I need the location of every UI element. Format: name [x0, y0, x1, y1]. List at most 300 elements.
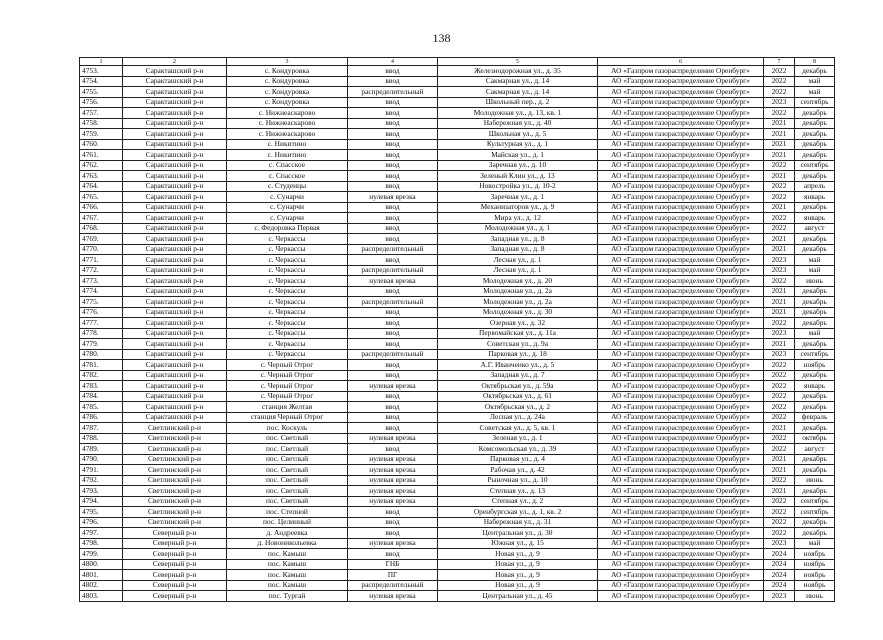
district-cell: Саракташский р-н — [123, 171, 227, 182]
address-cell: Советская ул., д. 9а — [438, 339, 598, 350]
district-cell: Саракташский р-н — [123, 360, 227, 371]
table-row — [80, 528, 835, 539]
month-cell: декабрь — [795, 318, 835, 329]
district-cell: Северный р-н — [123, 580, 227, 591]
district-cell: Саракташский р-н — [123, 160, 227, 171]
work-type-cell: нулевая врезка — [348, 538, 438, 549]
year-cell: 2021 — [764, 244, 795, 255]
work-type-cell: распределительный — [348, 244, 438, 255]
work-type-cell: ПГ — [348, 570, 438, 581]
organization-cell: АО «Газпром газораспределение Оренбург» — [598, 66, 764, 77]
organization-cell: АО «Газпром газораспределение Оренбург» — [598, 87, 764, 98]
year-cell: 2022 — [764, 223, 795, 234]
month-cell: июнь — [795, 276, 835, 287]
address-cell: Сакмарная ул., д. 14 — [438, 87, 598, 98]
month-cell: ноябрь — [795, 360, 835, 371]
row-number-cell: 4764. — [80, 181, 123, 192]
work-type-cell: ввод — [348, 318, 438, 329]
organization-cell: АО «Газпром газораспределение Оренбург» — [598, 549, 764, 560]
month-cell: сентябрь — [795, 496, 835, 507]
settlement-cell: пос. Коскуль — [227, 423, 348, 434]
month-cell: май — [795, 76, 835, 87]
organization-cell: АО «Газпром газораспределение Оренбург» — [598, 486, 764, 497]
address-cell: Комсомольская ул., д. 39 — [438, 444, 598, 455]
settlement-cell: станция Черный Отрог — [227, 412, 348, 423]
year-cell: 2021 — [764, 118, 795, 129]
row-number-cell: 4772. — [80, 265, 123, 276]
work-type-cell: распределительный — [348, 87, 438, 98]
district-cell: Саракташский р-н — [123, 265, 227, 276]
district-cell: Светлинский р-н — [123, 486, 227, 497]
year-cell: 2022 — [764, 360, 795, 371]
row-number-cell: 4770. — [80, 244, 123, 255]
year-cell: 2021 — [764, 423, 795, 434]
address-cell: Набережная ул., д. 40 — [438, 118, 598, 129]
year-cell: 2022 — [764, 66, 795, 77]
settlement-cell: с. Черкассы — [227, 234, 348, 245]
row-number-cell: 4787. — [80, 423, 123, 434]
address-cell: Октябрьская ул., д. 2 — [438, 402, 598, 413]
column-number: 7 — [764, 58, 795, 66]
table-row — [80, 591, 835, 602]
year-cell: 2021 — [764, 297, 795, 308]
settlement-cell: с. Нижнеаскарово — [227, 118, 348, 129]
address-cell: Молодежная ул., д. 1 — [438, 223, 598, 234]
table-row — [80, 349, 835, 360]
settlement-cell: с. Никитино — [227, 150, 348, 161]
table-row — [80, 297, 835, 308]
table-row — [80, 234, 835, 245]
organization-cell: АО «Газпром газораспределение Оренбург» — [598, 297, 764, 308]
settlement-cell: с. Черный Отрог — [227, 381, 348, 392]
district-cell: Саракташский р-н — [123, 381, 227, 392]
settlement-cell: с. Кондуровка — [227, 66, 348, 77]
work-type-cell: нулевая врезка — [348, 486, 438, 497]
settlement-cell: с. Черный Отрог — [227, 360, 348, 371]
table-row — [80, 517, 835, 528]
row-number-cell: 4774. — [80, 286, 123, 297]
district-cell: Северный р-н — [123, 528, 227, 539]
month-cell: май — [795, 255, 835, 266]
district-cell: Саракташский р-н — [123, 307, 227, 318]
year-cell: 2021 — [764, 129, 795, 140]
row-number-cell: 4755. — [80, 87, 123, 98]
organization-cell: АО «Газпром газораспределение Оренбург» — [598, 423, 764, 434]
table-row — [80, 286, 835, 297]
settlement-cell: с. Сунарчи — [227, 202, 348, 213]
address-cell: Новая ул., д. 9 — [438, 570, 598, 581]
table-row — [80, 370, 835, 381]
district-cell: Саракташский р-н — [123, 412, 227, 423]
row-number-cell: 4776. — [80, 307, 123, 318]
year-cell: 2021 — [764, 139, 795, 150]
work-type-cell: ввод — [348, 507, 438, 518]
settlement-cell: с. Нижнеаскарово — [227, 129, 348, 140]
table-row — [80, 433, 835, 444]
row-number-cell: 4753. — [80, 66, 123, 77]
district-cell: Северный р-н — [123, 559, 227, 570]
organization-cell: АО «Газпром газораспределение Оренбург» — [598, 402, 764, 413]
work-type-cell: ввод — [348, 234, 438, 245]
organization-cell: АО «Газпром газораспределение Оренбург» — [598, 223, 764, 234]
address-cell: Октябрьская ул., д. 61 — [438, 391, 598, 402]
settlement-cell: пос. Камыш — [227, 580, 348, 591]
district-cell: Светлинский р-н — [123, 496, 227, 507]
settlement-cell: с. Черкассы — [227, 276, 348, 287]
year-cell: 2021 — [764, 307, 795, 318]
year-cell: 2022 — [764, 528, 795, 539]
row-number-cell: 4761. — [80, 150, 123, 161]
year-cell: 2023 — [764, 538, 795, 549]
district-cell: Саракташский р-н — [123, 328, 227, 339]
column-number: 1 — [80, 58, 123, 66]
settlement-cell: пос. Светлый — [227, 454, 348, 465]
month-cell: декабрь — [795, 454, 835, 465]
row-number-cell: 4754. — [80, 76, 123, 87]
organization-cell: АО «Газпром газораспределение Оренбург» — [598, 538, 764, 549]
row-number-cell: 4779. — [80, 339, 123, 350]
organization-cell: АО «Газпром газораспределение Оренбург» — [598, 160, 764, 171]
row-number-cell: 4786. — [80, 412, 123, 423]
settlement-cell: с. Черкассы — [227, 318, 348, 329]
table-row — [80, 496, 835, 507]
settlement-cell: пос. Светлый — [227, 433, 348, 444]
work-type-cell: ввод — [348, 339, 438, 350]
year-cell: 2022 — [764, 87, 795, 98]
year-cell: 2022 — [764, 412, 795, 423]
address-cell: Рабочая ул., д. 42 — [438, 465, 598, 476]
settlement-cell: д. Новоникольевка — [227, 538, 348, 549]
district-cell: Светлинский р-н — [123, 475, 227, 486]
year-cell: 2022 — [764, 517, 795, 528]
table-row — [80, 181, 835, 192]
year-cell: 2022 — [764, 381, 795, 392]
organization-cell: АО «Газпром газораспределение Оренбург» — [598, 255, 764, 266]
column-number: 4 — [348, 58, 438, 66]
work-type-cell: ввод — [348, 202, 438, 213]
settlement-cell: пос. Камыш — [227, 549, 348, 560]
row-number-cell: 4782. — [80, 370, 123, 381]
work-type-cell: ввод — [348, 171, 438, 182]
year-cell: 2021 — [764, 286, 795, 297]
work-type-cell: ввод — [348, 139, 438, 150]
address-cell: Рыночная ул., д. 10 — [438, 475, 598, 486]
month-cell: декабрь — [795, 171, 835, 182]
address-cell: Новая ул., д. 9 — [438, 549, 598, 560]
organization-cell: АО «Газпром газораспределение Оренбург» — [598, 307, 764, 318]
district-cell: Светлинский р-н — [123, 433, 227, 444]
organization-cell: АО «Газпром газораспределение Оренбург» — [598, 349, 764, 360]
month-cell: декабрь — [795, 108, 835, 119]
district-cell: Саракташский р-н — [123, 391, 227, 402]
table-row — [80, 549, 835, 560]
month-cell: февраль — [795, 412, 835, 423]
address-cell: Молодежная ул., д. 30 — [438, 307, 598, 318]
row-number-cell: 4765. — [80, 192, 123, 203]
work-type-cell: ввод — [348, 423, 438, 434]
settlement-cell: с. Черкассы — [227, 255, 348, 266]
settlement-cell: с. Черкассы — [227, 265, 348, 276]
month-cell: декабрь — [795, 528, 835, 539]
settlement-cell: с. Черкассы — [227, 349, 348, 360]
table-row — [80, 202, 835, 213]
organization-cell: АО «Газпром газораспределение Оренбург» — [598, 360, 764, 371]
address-cell: Парковая ул., д. 4 — [438, 454, 598, 465]
organization-cell: АО «Газпром газораспределение Оренбург» — [598, 150, 764, 161]
table-row — [80, 150, 835, 161]
organization-cell: АО «Газпром газораспределение Оренбург» — [598, 465, 764, 476]
address-cell: Центральная ул., д. 45 — [438, 591, 598, 602]
organization-cell: АО «Газпром газораспределение Оренбург» — [598, 244, 764, 255]
district-cell: Северный р-н — [123, 549, 227, 560]
year-cell: 2021 — [764, 171, 795, 182]
district-cell: Саракташский р-н — [123, 139, 227, 150]
address-cell: Новостройка ул., д. 10-2 — [438, 181, 598, 192]
work-type-cell: ввод — [348, 213, 438, 224]
row-number-cell: 4785. — [80, 402, 123, 413]
district-cell: Светлинский р-н — [123, 465, 227, 476]
month-cell: ноябрь — [795, 580, 835, 591]
address-cell: Октябрьская ул., д. 59а — [438, 381, 598, 392]
organization-cell: АО «Газпром газораспределение Оренбург» — [598, 496, 764, 507]
row-number-cell: 4799. — [80, 549, 123, 560]
row-number-cell: 4794. — [80, 496, 123, 507]
settlement-cell: с. Кондуровка — [227, 97, 348, 108]
year-cell: 2024 — [764, 549, 795, 560]
organization-cell: АО «Газпром газораспределение Оренбург» — [598, 118, 764, 129]
year-cell: 2024 — [764, 559, 795, 570]
address-cell: Новая ул., д. 9 — [438, 559, 598, 570]
address-cell: Сакмарная ул., д. 14 — [438, 76, 598, 87]
month-cell: декабрь — [795, 517, 835, 528]
address-cell: Молодежная ул., д. 2а — [438, 286, 598, 297]
settlement-cell: с. Кондуровка — [227, 87, 348, 98]
address-cell: Центральная ул., д. 30 — [438, 528, 598, 539]
organization-cell: АО «Газпром газораспределение Оренбург» — [598, 528, 764, 539]
month-cell: май — [795, 265, 835, 276]
month-cell: май — [795, 328, 835, 339]
district-cell: Саракташский р-н — [123, 202, 227, 213]
district-cell: Саракташский р-н — [123, 129, 227, 140]
settlement-cell: пос. Светлый — [227, 486, 348, 497]
address-cell: Зеленый Клин ул., д. 13 — [438, 171, 598, 182]
organization-cell: АО «Газпром газораспределение Оренбург» — [598, 286, 764, 297]
organization-cell: АО «Газпром газораспределение Оренбург» — [598, 181, 764, 192]
column-number: 3 — [227, 58, 348, 66]
row-number-cell: 4762. — [80, 160, 123, 171]
address-cell: Степная ул., д. 2 — [438, 496, 598, 507]
row-number-cell: 4767. — [80, 213, 123, 224]
column-number: 5 — [438, 58, 598, 66]
table-row — [80, 66, 835, 77]
settlement-cell: с. Студенцы — [227, 181, 348, 192]
work-type-cell: ввод — [348, 160, 438, 171]
work-type-cell: ввод — [348, 402, 438, 413]
table-row — [80, 339, 835, 350]
district-cell: Саракташский р-н — [123, 286, 227, 297]
district-cell: Саракташский р-н — [123, 223, 227, 234]
month-cell: апрель — [795, 181, 835, 192]
district-cell: Саракташский р-н — [123, 181, 227, 192]
address-cell: Западная ул., д. 8 — [438, 234, 598, 245]
work-type-cell: ввод — [348, 412, 438, 423]
work-type-cell: ввод — [348, 76, 438, 87]
district-cell: Северный р-н — [123, 591, 227, 602]
month-cell: октябрь — [795, 433, 835, 444]
district-cell: Саракташский р-н — [123, 108, 227, 119]
month-cell: декабрь — [795, 465, 835, 476]
year-cell: 2022 — [764, 370, 795, 381]
organization-cell: АО «Газпром газораспределение Оренбург» — [598, 517, 764, 528]
settlement-cell: с. Никитино — [227, 139, 348, 150]
month-cell: декабрь — [795, 286, 835, 297]
organization-cell: АО «Газпром газораспределение Оренбург» — [598, 318, 764, 329]
year-cell: 2022 — [764, 444, 795, 455]
district-cell: Саракташский р-н — [123, 244, 227, 255]
year-cell: 2021 — [764, 454, 795, 465]
year-cell: 2022 — [764, 181, 795, 192]
district-cell: Саракташский р-н — [123, 213, 227, 224]
year-cell: 2021 — [764, 234, 795, 245]
work-type-cell: ввод — [348, 307, 438, 318]
district-cell: Саракташский р-н — [123, 234, 227, 245]
settlement-cell: с. Черкассы — [227, 328, 348, 339]
work-type-cell: ввод — [348, 181, 438, 192]
table-row — [80, 118, 835, 129]
work-type-cell: нулевая врезка — [348, 465, 438, 476]
address-cell: Лесная ул., д. 1 — [438, 265, 598, 276]
district-cell: Светлинский р-н — [123, 454, 227, 465]
month-cell: декабрь — [795, 129, 835, 140]
year-cell: 2023 — [764, 328, 795, 339]
address-cell: Лесная ул., д. 24а — [438, 412, 598, 423]
row-number-cell: 4768. — [80, 223, 123, 234]
row-number-cell: 4763. — [80, 171, 123, 182]
table-row — [80, 538, 835, 549]
table-row — [80, 87, 835, 98]
month-cell: декабрь — [795, 118, 835, 129]
district-cell: Саракташский р-н — [123, 276, 227, 287]
settlement-cell: с. Черный Отрог — [227, 391, 348, 402]
address-cell: Парковая ул., д. 18 — [438, 349, 598, 360]
table-row — [80, 391, 835, 402]
year-cell: 2022 — [764, 402, 795, 413]
table-row — [80, 255, 835, 266]
table-row — [80, 307, 835, 318]
organization-cell: АО «Газпром газораспределение Оренбург» — [598, 454, 764, 465]
column-number: 8 — [795, 58, 835, 66]
work-type-cell: распределительный — [348, 297, 438, 308]
settlement-cell: пос. Степной — [227, 507, 348, 518]
work-type-cell: нулевая врезка — [348, 454, 438, 465]
address-cell: Мира ул., д. 12 — [438, 213, 598, 224]
district-cell: Северный р-н — [123, 538, 227, 549]
work-type-cell: ввод — [348, 360, 438, 371]
row-number-cell: 4777. — [80, 318, 123, 329]
year-cell: 2024 — [764, 580, 795, 591]
year-cell: 2023 — [764, 97, 795, 108]
work-type-cell: ввод — [348, 517, 438, 528]
work-type-cell: нулевая врезка — [348, 192, 438, 203]
address-cell: Набережная ул., д. 31 — [438, 517, 598, 528]
settlement-cell: с. Сунарчи — [227, 192, 348, 203]
table-row — [80, 223, 835, 234]
address-cell: Железнодорожная ул., д. 35 — [438, 66, 598, 77]
district-cell: Саракташский р-н — [123, 339, 227, 350]
year-cell: 2022 — [764, 160, 795, 171]
settlement-cell: пос. Тургай — [227, 591, 348, 602]
year-cell: 2022 — [764, 276, 795, 287]
table-row — [80, 570, 835, 581]
row-number-cell: 4788. — [80, 433, 123, 444]
table-row — [80, 454, 835, 465]
organization-cell: АО «Газпром газораспределение Оренбург» — [598, 97, 764, 108]
address-cell: Школьная ул., д. 5 — [438, 129, 598, 140]
row-number-cell: 4757. — [80, 108, 123, 119]
year-cell: 2023 — [764, 349, 795, 360]
address-cell: Зеленая ул., д. 1 — [438, 433, 598, 444]
work-type-cell: ввод — [348, 286, 438, 297]
year-cell: 2022 — [764, 213, 795, 224]
settlement-cell: пос. Светлый — [227, 444, 348, 455]
organization-cell: АО «Газпром газораспределение Оренбург» — [598, 370, 764, 381]
row-number-cell: 4756. — [80, 97, 123, 108]
month-cell: декабрь — [795, 139, 835, 150]
month-cell: декабрь — [795, 202, 835, 213]
year-cell: 2023 — [764, 591, 795, 602]
address-cell: Заречная ул., д. 10 — [438, 160, 598, 171]
work-type-cell: ввод — [348, 108, 438, 119]
year-cell: 2022 — [764, 391, 795, 402]
table-row — [80, 486, 835, 497]
month-cell: август — [795, 444, 835, 455]
address-cell: Новая ул., д. 9 — [438, 580, 598, 591]
settlement-cell: с. Нижнеаскарово — [227, 108, 348, 119]
year-cell: 2021 — [764, 150, 795, 161]
settlement-cell: с. Черкассы — [227, 286, 348, 297]
address-cell: Молодежная ул., д. 13, кв. 1 — [438, 108, 598, 119]
work-type-cell: распределительный — [348, 580, 438, 591]
row-number-cell: 4802. — [80, 580, 123, 591]
row-number-cell: 4781. — [80, 360, 123, 371]
month-cell: январь — [795, 213, 835, 224]
year-cell: 2022 — [764, 507, 795, 518]
row-number-cell: 4775. — [80, 297, 123, 308]
district-cell: Саракташский р-н — [123, 87, 227, 98]
row-number-cell: 4800. — [80, 559, 123, 570]
row-number-cell: 4758. — [80, 118, 123, 129]
month-cell: декабрь — [795, 402, 835, 413]
organization-cell: АО «Газпром газораспределение Оренбург» — [598, 475, 764, 486]
address-cell: Советская ул., д. 5, кв. 1 — [438, 423, 598, 434]
work-type-cell: нулевая врезка — [348, 381, 438, 392]
settlement-cell: пос. Светлый — [227, 475, 348, 486]
month-cell: декабрь — [795, 423, 835, 434]
year-cell: 2021 — [764, 202, 795, 213]
table-row — [80, 97, 835, 108]
address-cell: Механизаторов ул., д. 9 — [438, 202, 598, 213]
settlement-cell: пос. Светлый — [227, 465, 348, 476]
organization-cell: АО «Газпром газораспределение Оренбург» — [598, 192, 764, 203]
row-number-cell: 4773. — [80, 276, 123, 287]
settlement-cell: станция Желтая — [227, 402, 348, 413]
organization-cell: АО «Газпром газораспределение Оренбург» — [598, 328, 764, 339]
month-cell: январь — [795, 192, 835, 203]
month-cell: май — [795, 87, 835, 98]
month-cell: ноябрь — [795, 570, 835, 581]
table-row — [80, 129, 835, 140]
year-cell: 2022 — [764, 433, 795, 444]
